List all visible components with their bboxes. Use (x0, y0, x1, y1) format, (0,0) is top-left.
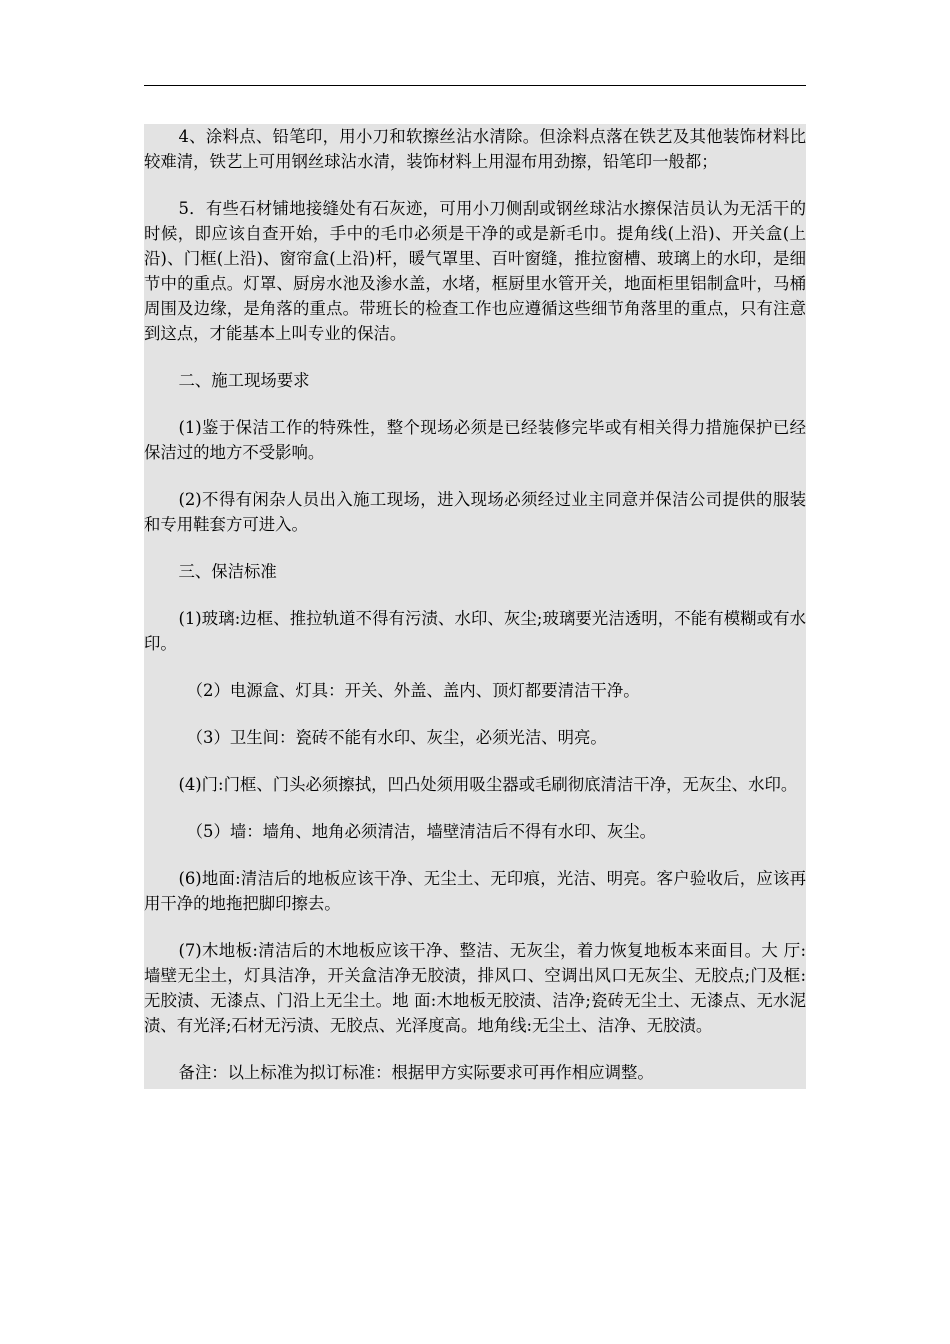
paragraph-site-requirement-2: (2)不得有闲杂人员出入施工现场，进入现场必须经过业主同意并保洁公司提供的服装和专用鞋套方可进入。 (144, 490, 806, 534)
section-heading-cleaning-standards: 三、保洁标准 (178, 562, 277, 581)
paragraph-standard-door: (4)门:门框、门头必须擦拭，凹凸处须用吸尘器或毛刷彻底清洁干净，无灰尘、水印。 (178, 775, 798, 794)
paragraph-standard-bathroom: （3）卫生间：瓷砖不能有水印、灰尘，必须光洁、明亮。 (186, 728, 607, 747)
paragraph-coating-spots: 4、涂料点、铅笔印，用小刀和软擦丝沾水清除。但涂料点落在铁艺及其他装饰材料比较难清，铁艺上可用钢丝球沾水清，装饰材料上用湿布用劲擦，铅笔印一般都； (144, 127, 806, 171)
paragraph-stone-joints: 5．有些石材铺地接缝处有石灰迹，可用小刀侧刮或钢丝球沾水擦保洁员认为无活干的时候，即应该自查开始，手中的毛巾必须是干净的或是新毛巾。提角线(上沿)、开关盒(上沿)、门框(上沿)、窗帘盒(上沿)杆，暖气罩里、百叶窗缝，推拉窗槽、玻璃上的水印，是细节中的重点。灯罩、厨房水池及渗水盖，水堵，框厨里水管开关，地面柜里铝制盒叶，马桶周围及边缘，是角落的重点。带班长的检查工作也应遵循这些细节角落里的重点，只有注意到这点，才能基本上叫专业的保洁。 (144, 199, 806, 343)
paragraph-standard-floor: (6)地面:清洁后的地板应该干净、无尘土、无印痕，光洁、明亮。客户验收后，应该再用干净的地拖把脚印擦去。 (144, 869, 806, 913)
paragraph-standard-glass: (1)玻璃:边框、推拉轨道不得有污渍、水印、灰尘;玻璃要光洁透明，不能有模糊或有水印。 (144, 609, 806, 653)
section-heading-site-requirements: 二、施工现场要求 (178, 371, 310, 390)
paragraph-remark: 备注：以上标准为拟订标准：根据甲方实际要求可再作相应调整。 (178, 1063, 654, 1082)
paragraph-site-requirement-1: (1)鉴于保洁工作的特殊性，整个现场必须是已经装修完毕或有相关得力措施保护已经保洁过的地方不受影响。 (144, 418, 806, 462)
paragraph-standard-wood-floor: (7)木地板:清洁后的木地板应该干净、整洁、无灰尘，着力恢复地板本来面目。大 厅:墙壁无尘土，灯具洁净，开关盒洁净无胶渍，排风口、空调出风口无灰尘、无胶点;门及框:无胶渍、无漆点、门沿上无尘土。地 面:木地板无胶渍、洁净;瓷砖无尘土、无漆点、无水泥渍、有光泽;石材无污渍、无胶点、光泽度高。地角线:无尘土、洁净、无胶渍。 (144, 941, 806, 1035)
header-rule (144, 85, 806, 86)
paragraph-standard-power-box: （2）电源盒、灯具：开关、外盖、盖内、顶灯都要清洁干净。 (186, 681, 640, 700)
document-body (144, 124, 806, 1089)
paragraph-standard-wall: （5）墙：墙角、地角必须清洁，墙壁清洁后不得有水印、灰尘。 (186, 822, 656, 841)
